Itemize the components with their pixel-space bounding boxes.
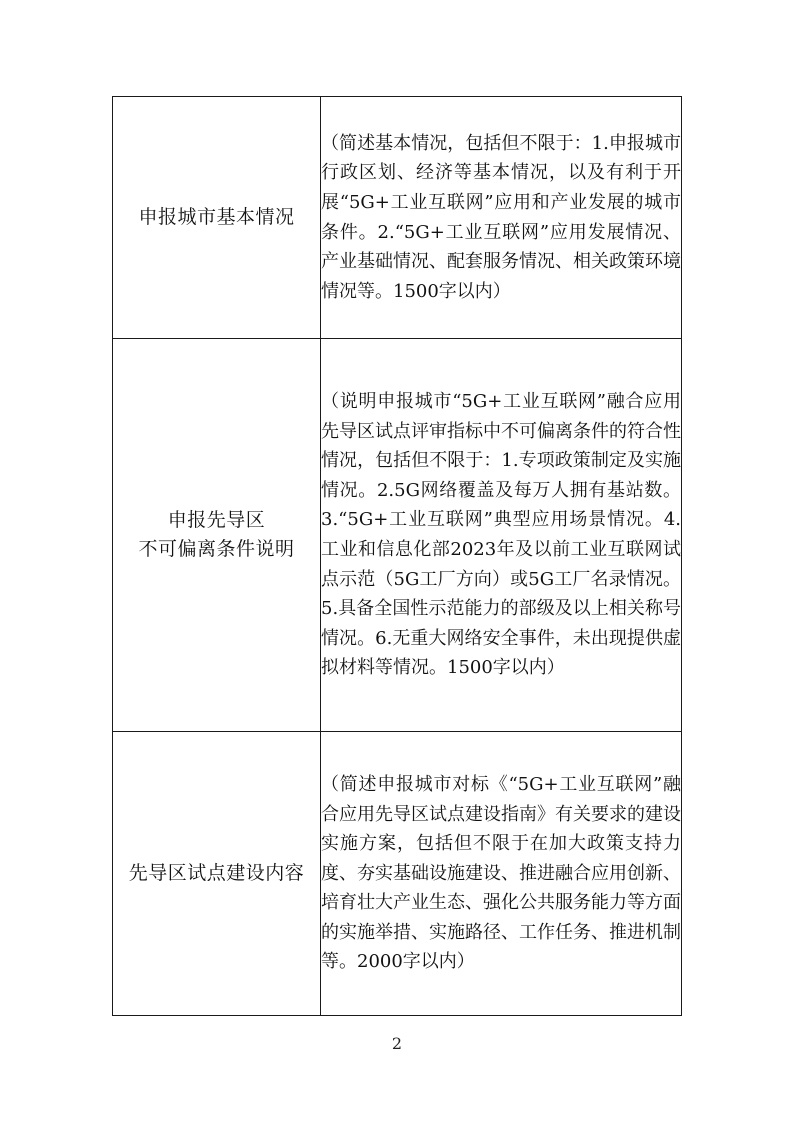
row-content-text: （说明申报城市“5G+工业互联网”融合应用先导区试点评审指标中不可偏离条件的符合性情况，包括但不限于：1.专项政策制定及实施情况。2.5G网络覆盖及每万人拥有基站数。3.“5G+工业互联网”典型应用场景情况。4.工业和信息化部2023年及以前工业互联网试点示范（5G工厂方向）或5G工厂名录情况。5.具备全国性示范能力的部级及以上相关称号情况。6.无重大网络安全事件，未出现提供虚拟材料等情况。1500字以内） xyxy=(321,391,681,679)
table-row xyxy=(113,732,682,1016)
table-row xyxy=(113,97,682,339)
row-label: 申报城市基本情况 xyxy=(138,206,295,228)
row-label: 申报先导区 xyxy=(167,509,266,531)
row-label: 先导区试点建设内容 xyxy=(128,862,305,884)
row-label-cell xyxy=(113,732,321,1016)
row-label-cell xyxy=(113,339,321,732)
row-content-cell xyxy=(321,732,682,1016)
table-row xyxy=(113,339,682,732)
row-label-cell xyxy=(113,97,321,339)
row-content-cell xyxy=(321,339,682,732)
application-form-table xyxy=(112,96,682,1016)
row-label: 不可偏离条件说明 xyxy=(138,538,295,560)
row-content-text: （简述基本情况，包括但不限于：1.申报城市行政区划、经济等基本情况，以及有利于开展“5G+工业互联网”应用和产业发展的城市条件。2.“5G+工业互联网”应用发展情况、产业基础情况、配套服务情况、相关政策环境情况等。1500字以内） xyxy=(321,132,681,302)
page-number: 2 xyxy=(391,1034,403,1053)
row-content-text: （简述申报城市对标《“5G+工业互联网”融合应用先导区试点建设指南》有关要求的建设实施方案，包括但不限于在加大政策支持力度、夯实基础设施建设、推进融合应用创新、培育壮大产业生态、强化公共服务能力等方面的实施举措、实施路径、工作任务、推进机制等。2000字以内） xyxy=(321,773,681,973)
row-content-cell xyxy=(321,97,682,339)
